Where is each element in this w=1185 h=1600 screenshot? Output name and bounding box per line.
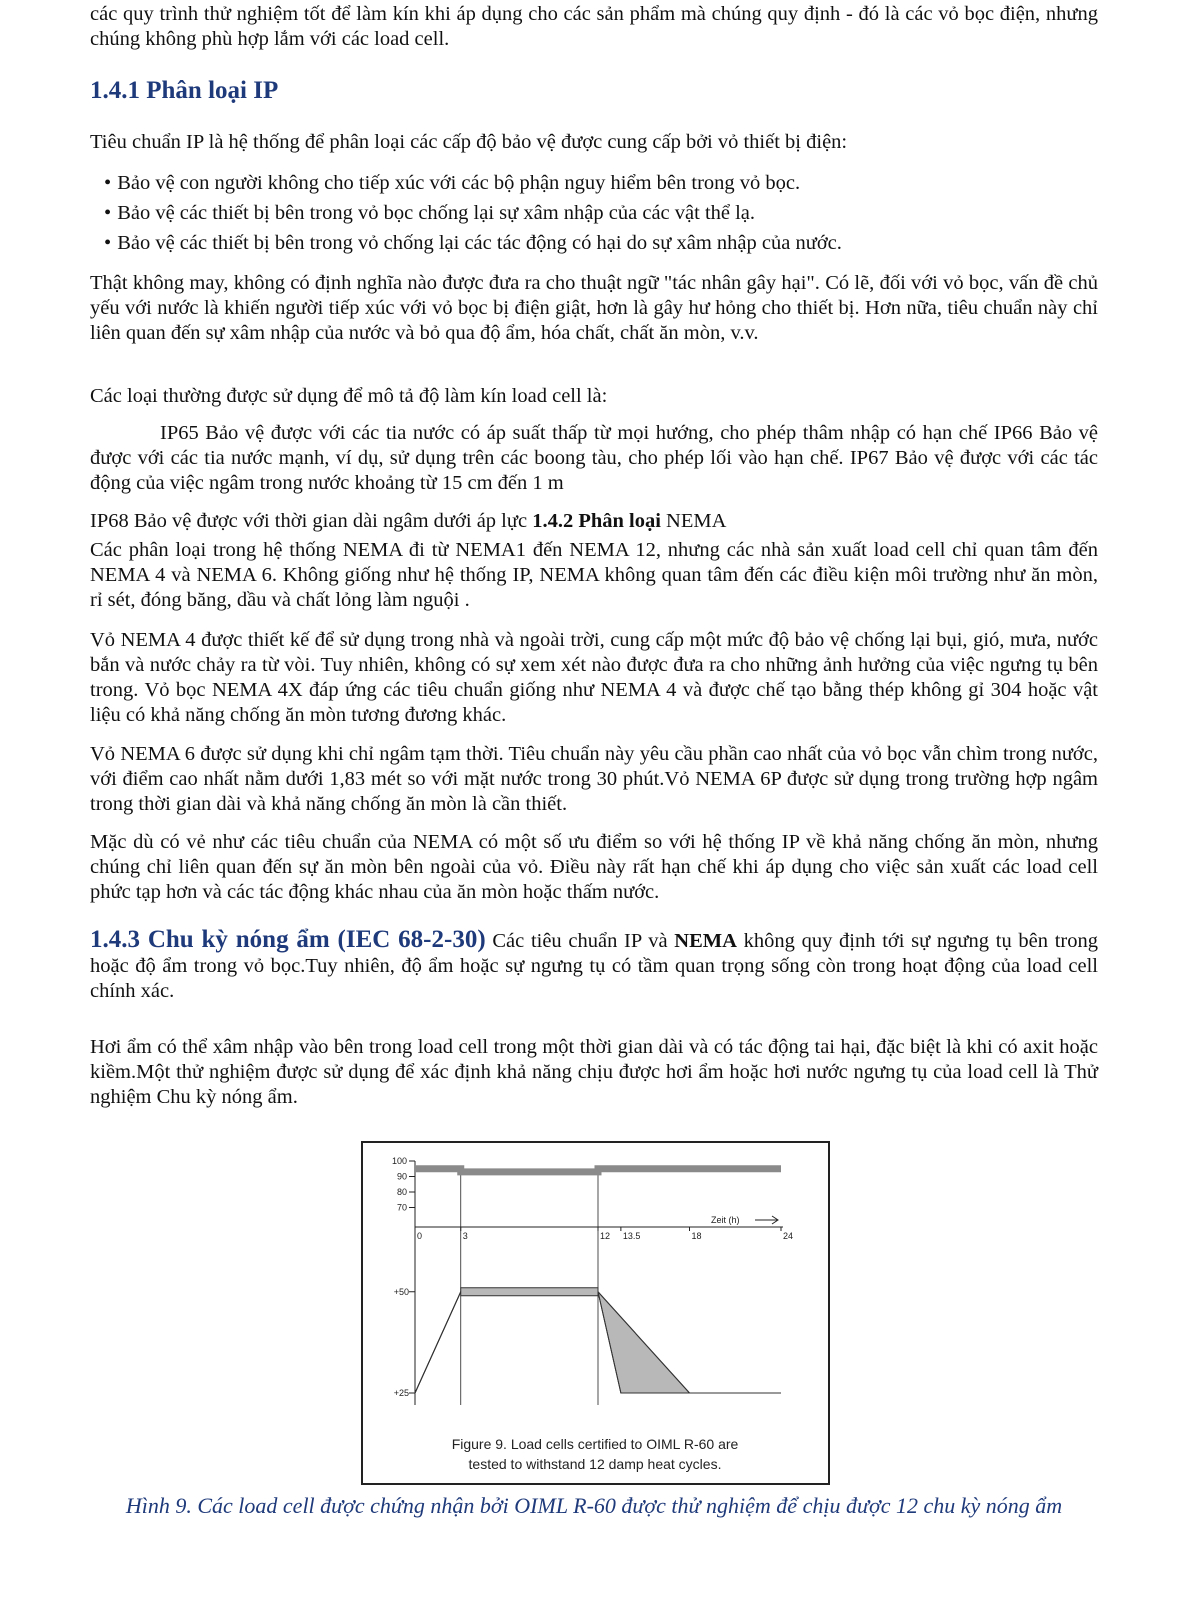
ip68-line xyxy=(90,509,1098,534)
figure-caption-line2: tested to withstand 12 damp heat cycles. xyxy=(468,1456,722,1472)
section-1-4-3-paragraph xyxy=(90,927,1098,1004)
time-axis-label: Zeit (h) xyxy=(711,1215,740,1225)
ip-ratings-paragraph: IP65 Bảo vệ được với các tia nước có áp suất thấp từ mọi hướng, cho phép thâm nhập có hạn chế IP66 Bảo vệ được với các tia nước mạnh, ví dụ, sử dụng trên các boong tàu, cho phép lối vào hạn chế. IP67 Bảo vệ được với các tác động của việc ngâm trong nước khoảng từ 15 cm đến 1 m xyxy=(90,422,1098,494)
nema6-paragraph: Vỏ NEMA 6 được sử dụng khi chỉ ngâm tạm thời. Tiêu chuẩn này yêu cầu phần cao nhất của vỏ bọc vẫn chìm trong nước, với điểm cao nhất nằm dưới 1,83 mét so với mặt nước trong 30 phút.Vỏ NEMA 6P được sử dụng trong trường hợp ngâm trong thời gian dài và khả năng chống ăn mòn là cần thiết. xyxy=(90,743,1098,815)
time-tick-label: 12 xyxy=(600,1231,611,1241)
humidity-tick-label: 90 xyxy=(396,1171,407,1182)
list-item: • Bảo vệ các thiết bị bên trong vỏ chống lại các tác động có hại do sự xâm nhập của nước. xyxy=(104,232,842,254)
temperature-tick-label: +50 xyxy=(393,1286,409,1297)
time-tick-label: 13.5 xyxy=(622,1231,641,1241)
humidity-tick-label: 80 xyxy=(396,1187,407,1197)
humidity-ticks xyxy=(392,1156,415,1213)
temperature-plateau-band xyxy=(461,1288,598,1296)
nema-word: NEMA xyxy=(660,510,727,532)
series-layer xyxy=(415,1169,781,1405)
time-tick-label: 0 xyxy=(417,1231,423,1241)
moisture-paragraph: Hơi ẩm có thể xâm nhập vào bên trong load cell trong một thời gian dài và có tác động tai hại, đặc biệt là khi có axit hoặc kiềm.Một thử nghiệm được sử dụng để xác định khả năng chịu được hơi ẩm hoặc hơi nước ngưng tụ của load cell là Thử nghiệm Chu kỳ nóng ẩm. xyxy=(90,1036,1098,1108)
list-item-text: Bảo vệ con người không cho tiếp xúc với các bộ phận nguy hiểm bên trong vỏ bọc. xyxy=(117,172,801,194)
nema-bold: NEMA xyxy=(674,930,737,952)
section-1-4-2-heading: 1.4.2 Phân loại xyxy=(532,510,661,532)
damp-heat-figure xyxy=(361,1141,830,1485)
types-lead-paragraph: Các loại thường được sử dụng để mô tả độ làm kín load cell là: xyxy=(90,385,608,407)
time-ticks xyxy=(415,1227,793,1241)
time-tick-label: 24 xyxy=(783,1231,794,1241)
damp-heat-chart xyxy=(363,1143,828,1483)
section-1-4-1-lead: Tiêu chuẩn IP là hệ thống để phân loại các cấp độ bảo vệ được cung cấp bởi vỏ thiết bị điện: xyxy=(90,131,848,153)
protection-bullet-list xyxy=(90,168,1104,258)
list-item: • Bảo vệ các thiết bị bên trong vỏ bọc chống lại sự xâm nhập của các vật thể lạ. xyxy=(104,202,756,224)
humidity-tick-label: 100 xyxy=(391,1156,407,1166)
time-tick-label: 3 xyxy=(462,1231,468,1241)
intro-paragraph: các quy trình thử nghiệm tốt để làm kín khi áp dụng cho các sản phẩm mà chúng quy định - đó là các vỏ bọc điện, nhưng chúng không phù hợp lắm với các load cell. xyxy=(90,3,1098,50)
list-item-text: Bảo vệ các thiết bị bên trong vỏ chống lại các tác động có hại do sự xâm nhập của nước. xyxy=(117,232,842,254)
section-1-4-3-text-b: không quy định tới sự ngưng tụ bên trong hoặc độ ẩm trong vỏ bọc.Tuy nhiên, độ ẩm hoặc sự ngưng tụ có tầm quan trọng sống còn trong hoạt động của load cell chính xác. xyxy=(90,930,1098,1002)
list-item: • Bảo vệ con người không cho tiếp xúc với các bộ phận nguy hiểm bên trong vỏ bọc. xyxy=(104,172,801,194)
time-tick-label: 18 xyxy=(691,1231,702,1241)
figure-caption-line1: Figure 9. Load cells certified to OIML R-60 are xyxy=(451,1436,739,1452)
figure-caption: Hình 9. Các load cell được chứng nhận bởi OIML R-60 được thử nghiệm để chịu được 12 chu kỳ nóng ẩm xyxy=(125,1493,1063,1518)
humidity-series-line xyxy=(415,1169,781,1172)
humidity-tick-label: 70 xyxy=(396,1202,407,1213)
nema-classes-paragraph: Các phân loại trong hệ thống NEMA đi từ NEMA1 đến NEMA 12, nhưng các nhà sản xuất load cell chỉ quan tâm đến NEMA 4 và NEMA 6. Không giống như hệ thống IP, NEMA không quan tâm đến các điều kiện môi trường như ăn mòn, rỉ sét, đóng băng, dầu và chất lỏng làm nguội . xyxy=(90,539,1098,611)
nema-limitations-paragraph: Mặc dù có vẻ như các tiêu chuẩn của NEMA có một số ưu điểm so với hệ thống IP về khả năng chống ăn mòn, nhưng chúng chỉ liên quan đến sự ăn mòn bên ngoài của vỏ. Điều này rất hạn chế khi áp dụng cho việc sản xuất các load cell phức tạp hơn và các tác động khác nhau của ăn mòn hoặc thấm nước. xyxy=(90,831,1098,903)
section-1-4-3-text-a: Các tiêu chuẩn IP và xyxy=(485,930,675,952)
list-item-text: Bảo vệ các thiết bị bên trong vỏ bọc chống lại sự xâm nhập của các vật thể lạ. xyxy=(117,202,756,224)
temperature-ticks xyxy=(394,1287,415,1398)
time-arrow-icon xyxy=(755,1216,778,1224)
section-1-4-3-heading: 1.4.3 Chu kỳ nóng ẩm (IEC 68-2-30) xyxy=(90,926,486,953)
temperature-tick-label: +25 xyxy=(393,1388,409,1398)
nema4-paragraph: Vỏ NEMA 4 được thiết kế để sử dụng trong nhà và ngoài trời, cung cấp một mức độ bảo vệ chống lại bụi, gió, mưa, nước bắn và nước chảy ra từ vòi. Tuy nhiên, không có sự xem xét nào được đưa ra cho những ảnh hưởng của việc ngưng tụ bên trong. Vỏ bọc NEMA 4X đáp ứng các tiêu chuẩn giống như NEMA 4 và được chế tạo bằng thép không gỉ 304 hoặc vật liệu có khả năng chống ăn mòn tương đương khác. xyxy=(90,629,1098,726)
harm-definition-paragraph: Thật không may, không có định nghĩa nào được đưa ra cho thuật ngữ "tác nhân gây hại". Có lẽ, đối với vỏ bọc, vấn đề chủ yếu với nước là khiến người tiếp xúc với vỏ bọc bị điện giật, hơn là gây hư hỏng cho thiết bị. Hơn nữa, tiêu chuẩn này chỉ liên quan đến sự xâm nhập của nước và bỏ qua độ ẩm, hóa chất, chất ăn mòn, v.v. xyxy=(90,272,1098,344)
ip68-text: IP68 Bảo vệ được với thời gian dài ngâm dưới áp lực xyxy=(90,510,533,532)
section-1-4-1-heading: 1.4.1 Phân loại IP xyxy=(90,77,279,104)
